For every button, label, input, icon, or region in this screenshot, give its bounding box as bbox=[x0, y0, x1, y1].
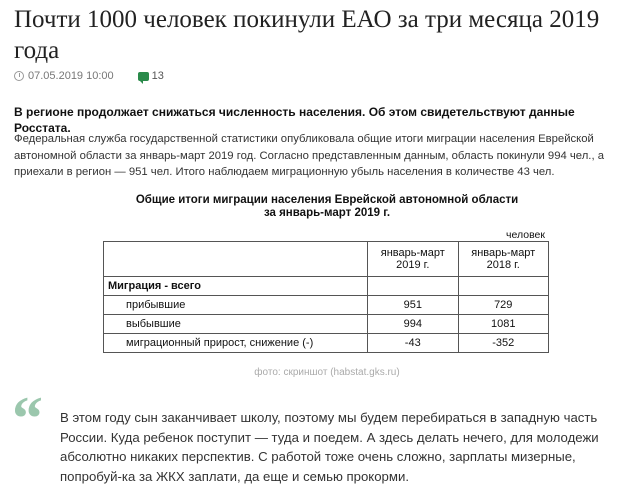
migration-table bbox=[103, 241, 549, 353]
table-cell-label: миграционный прирост, снижение (-) bbox=[104, 334, 368, 353]
table-header-2018-line1: январь-март bbox=[471, 247, 536, 259]
table-row bbox=[104, 334, 549, 353]
table-cell-label: выбывшие bbox=[104, 315, 368, 334]
article-title: Почти 1000 человек покинули ЕАО за три месяца 2019 года bbox=[14, 6, 600, 64]
comment-icon bbox=[138, 72, 149, 81]
table-header-2019 bbox=[368, 242, 458, 277]
article-paragraph: Федеральная служба государственной статистики опубликовала общие итоги миграции населения Еврейской автономной области за январь-март 2019 год. Согласно представленным данным, область покинули 994 чел., а приехали в регион — 951 чел. Итого наблюдаем миграционную убыль населения в количестве 43 чел. bbox=[14, 133, 605, 178]
table-row bbox=[104, 315, 549, 334]
table-cell-2019 bbox=[368, 277, 458, 296]
table-row bbox=[104, 277, 549, 296]
figure-title bbox=[97, 194, 557, 220]
comments-count: 13 bbox=[151, 70, 164, 82]
figure-caption: фото: скриншот (habstat.gks.ru) bbox=[97, 364, 557, 381]
table-cell-2018: -352 bbox=[458, 334, 549, 353]
comments-link[interactable] bbox=[138, 70, 164, 82]
table-header-2019-line2: 2019 г. bbox=[396, 259, 430, 271]
article-meta bbox=[14, 70, 164, 82]
table-cell-2018: 729 bbox=[458, 296, 549, 315]
table-header-2019-line1: январь-март bbox=[380, 247, 445, 259]
table-cell-2018: 1081 bbox=[458, 315, 549, 334]
table-row bbox=[104, 296, 549, 315]
table-cell-label: прибывшие bbox=[104, 296, 368, 315]
quote-mark-icon: “ bbox=[12, 385, 43, 453]
table-cell-2018 bbox=[458, 277, 549, 296]
quote-text: В этом году сын заканчивает школу, поэтому мы будем перебираться в западную часть России. Куда ребенок поступит — туда и поедем. А здесь делать нечего, для молодежи абсолютно никаких перспектив. С работой тоже очень сложно, зарплаты мизерные, попробуй-ка за ЖКХ заплати, да еще и семью прокорми. bbox=[60, 410, 599, 484]
table-cell-2019: 994 bbox=[368, 315, 458, 334]
table-cell-2019: 951 bbox=[368, 296, 458, 315]
table-cell-2019: -43 bbox=[368, 334, 458, 353]
statistics-figure bbox=[97, 192, 557, 386]
figure-unit: человек bbox=[506, 229, 545, 241]
article-date: 07.05.2019 10:00 bbox=[28, 70, 114, 82]
figure-title-line2: за январь-март 2019 г. bbox=[263, 207, 391, 219]
table-header-2018 bbox=[458, 242, 549, 277]
figure-title-line1: Общие итоги миграции населения Еврейской автономной области bbox=[135, 194, 519, 206]
table-cell-label: Миграция - всего bbox=[104, 277, 368, 296]
article-lead: В регионе продолжает снижаться численность населения. Об этом свидетельствуют данные Росстата. bbox=[14, 105, 575, 135]
table-header-row bbox=[104, 242, 549, 277]
clock-icon bbox=[14, 71, 24, 81]
table-header-empty bbox=[104, 242, 368, 277]
table-header-2018-line2: 2018 г. bbox=[486, 259, 520, 271]
